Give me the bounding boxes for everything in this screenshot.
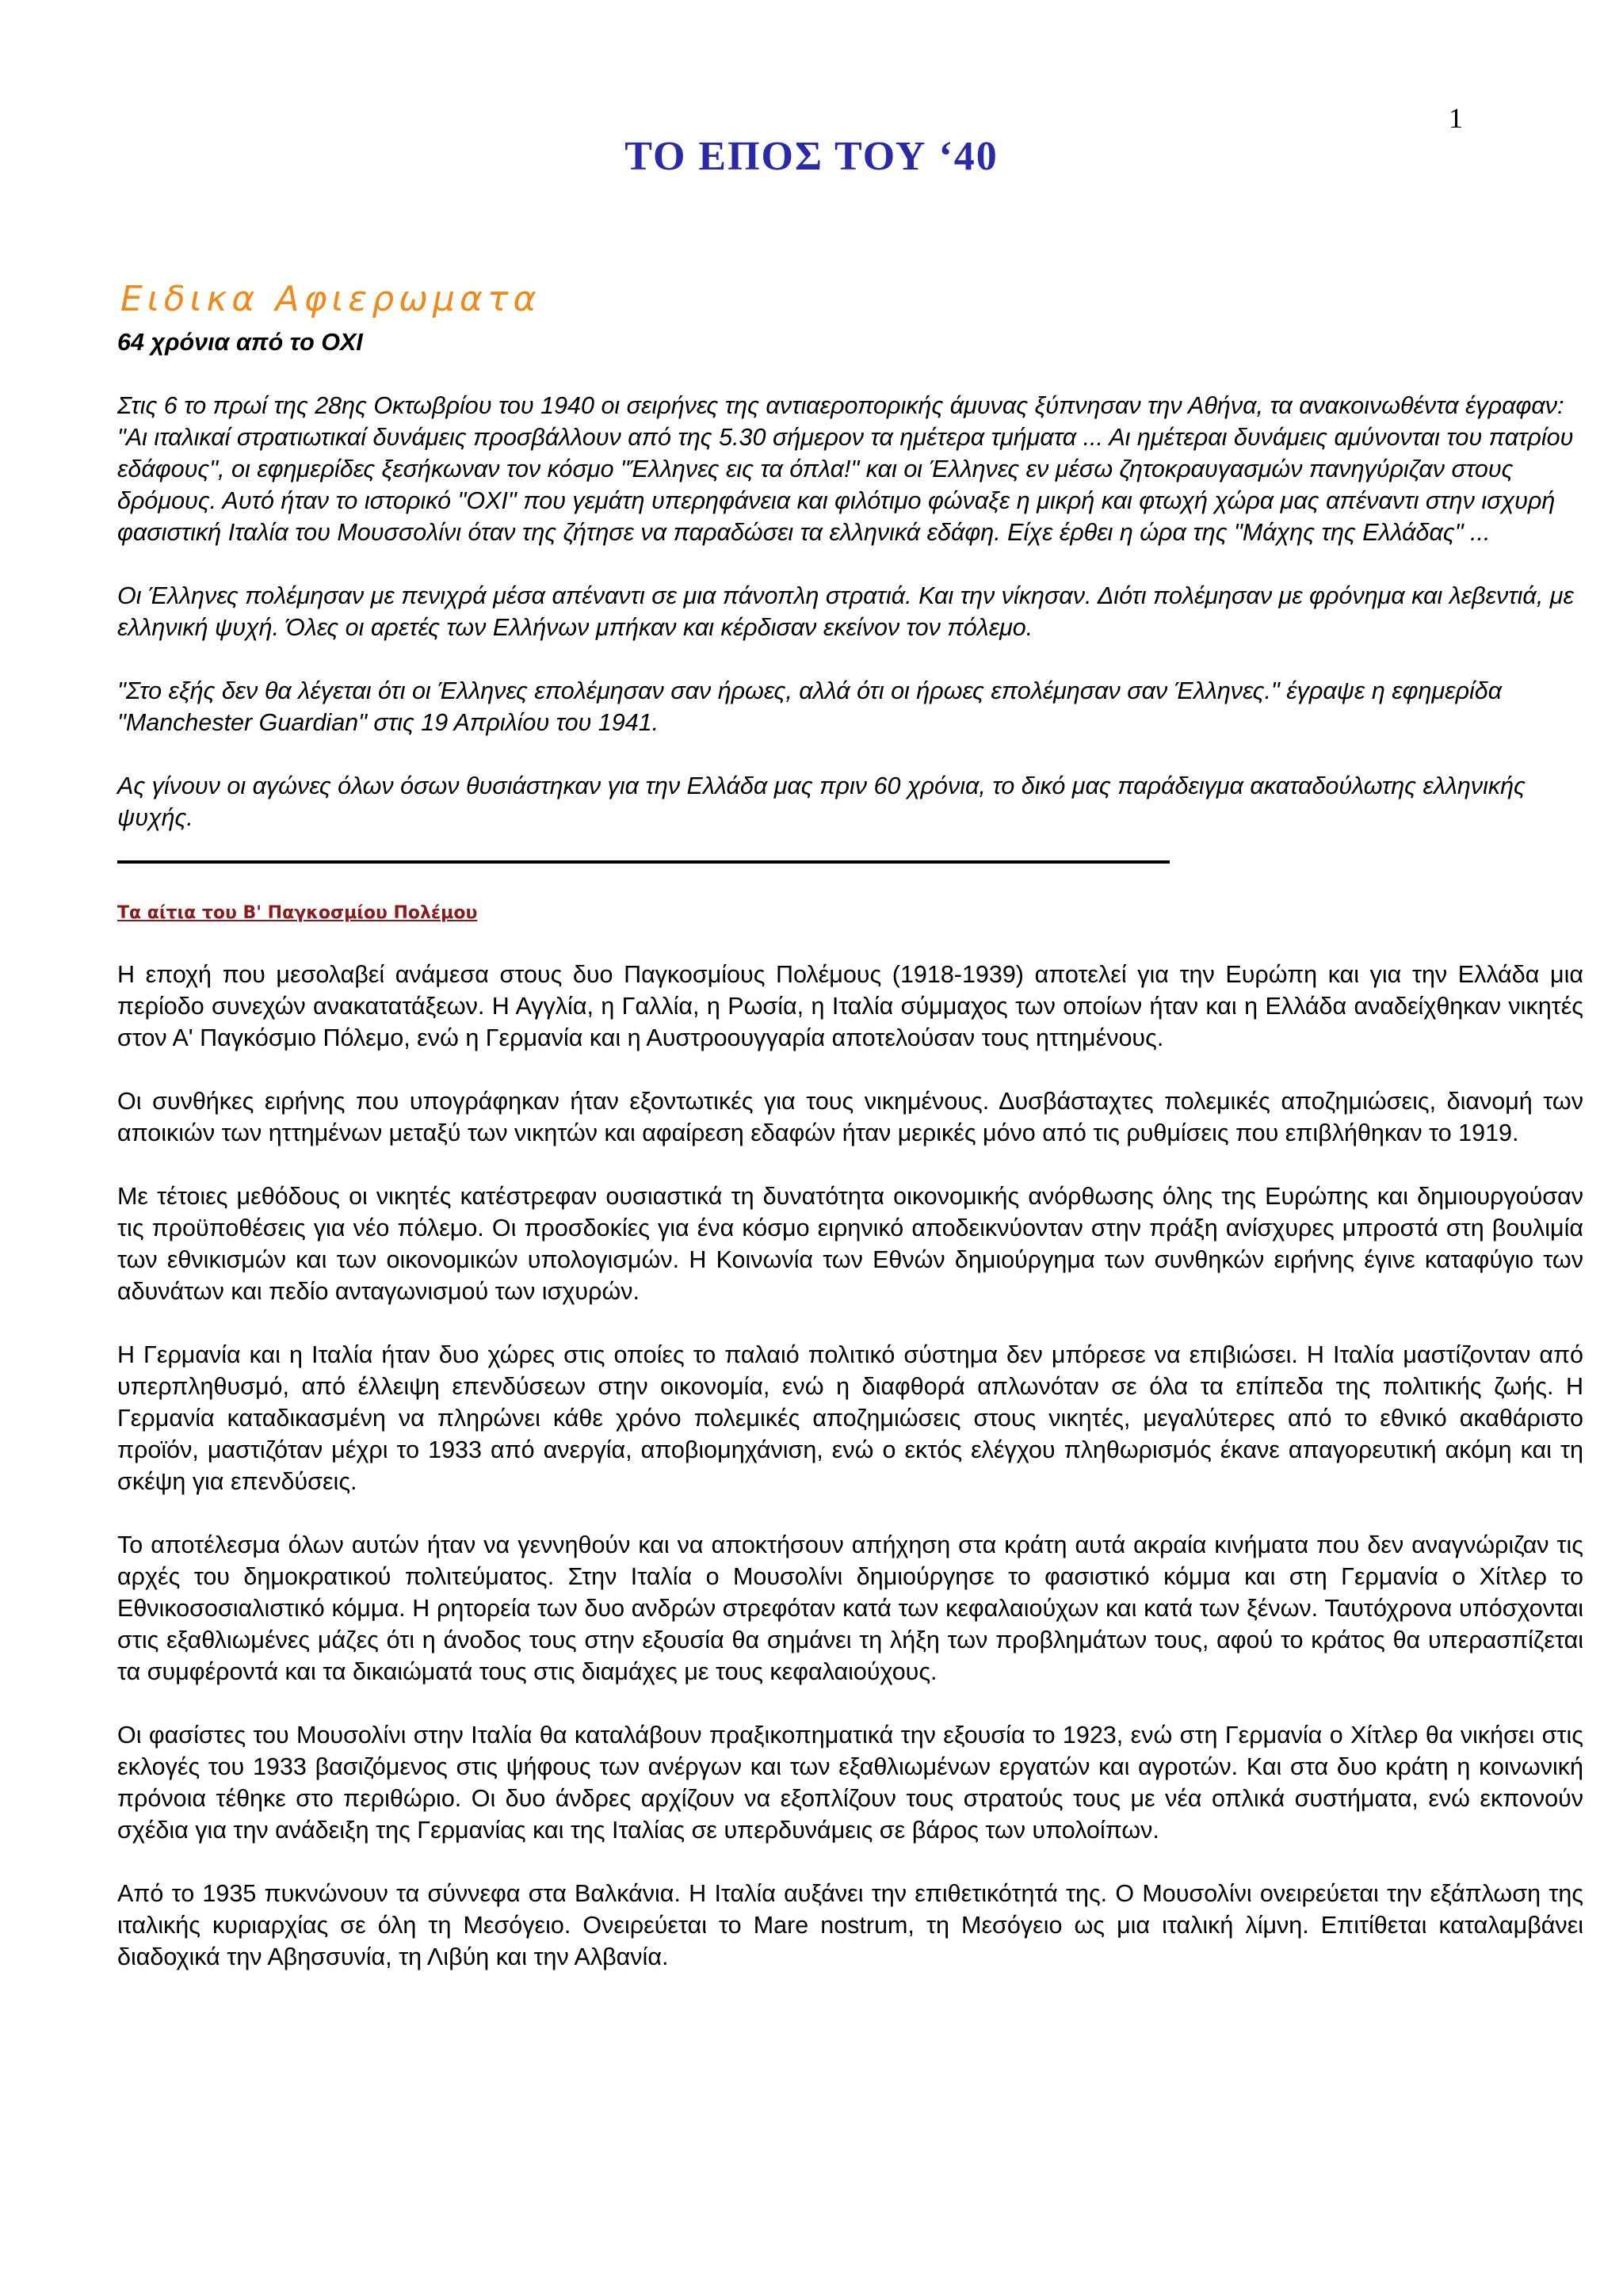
body-paragraph: Το αποτέλεσμα όλων αυτών ήταν να γεννηθούν και να αποκτήσουν απήχηση στα κράτη αυτά ακραία κινήματα που δεν αναγνώριζαν τις αρχές του δημοκρατικού πολιτεύματος. Στην Ιταλία ο Μουσολίνι δημιούργησε το φασιστικό κόμμα και στη Γερμανία ο Χίτλερ το Εθνικοσοσιαλιστικό κόμμα. Η ρητορεία των δυο ανδρών στρεφόταν κατά των κεφαλαιούχων και κατά των ξένων. Ταυτόχρονα υπόσχονται στις εξαθλιωμένες μάζες ότι η άνοδος τους στην εξουσία θα σημάνει τη λήξη των προβλημάτων τους, αφού το κράτος θα υπερασπίζεται τα συμφέροντά και τα δικαιώματά τους στις διαμάχες με τους κεφαλαιούχους.	[117, 1531, 1583, 1685]
intro-subheading: 64 χρόνια από το ΟΧΙ	[117, 329, 363, 356]
section-divider	[117, 860, 1170, 864]
special-tributes-banner: Ειδικα Αφιερωματα	[120, 279, 541, 319]
intro-section	[117, 326, 1583, 833]
body-paragraph: Οι φασίστες του Μουσολίνι στην Ιταλία θα καταλάβουν πραξικοπηματικά την εξουσία το 1923, ενώ στη Γερμανία ο Χίτλερ θα νικήσει στις εκλογές του 1933 βασιζόμενος στις ψήφους των ανέργων και των εξαθλιωμένων εργατών και αγροτών. Και στα δυο κράτη η κοινωνική πρόνοια τέθηκε στο περιθώριο. Οι δυο άνδρες αρχίζουν να εξοπλίζουν τους στρατούς τους με νέα οπλικά συστήματα, ενώ εκπονούν σχέδια για την ανάδειξη της Γερμανίας και της Ιταλίας σε υπερδυνάμεις σε βάρος των υπολοίπων.	[117, 1722, 1583, 1844]
article-body	[117, 959, 1583, 2004]
intro-paragraph: "Στο εξής δεν θα λέγεται ότι οι Έλληνες επολέμησαν σαν ήρωες, αλλά ότι οι ήρωες επολέμησαν σαν Έλληνες." έγραψε η εφημερίδα "Manchester Guardian" στις 19 Απριλίου του 1941.	[117, 677, 1503, 736]
body-paragraph: Η Γερμανία και η Ιταλία ήταν δυο χώρες στις οποίες το παλαιό πολιτικό σύστημα δεν μπόρεσε να επιβιώσει. Η Ιταλία μαστίζονταν από υπερπληθυσμό, από έλλειψη επενδύσεων στην οικονομία, ενώ η διαφθορά απλωνόταν σε όλα τα επίπεδα της πολιτικής ζωής. Η Γερμανία καταδικασμένη να πληρώνει κάθε χρόνο πολεμικές αποζημιώσεις στους νικητές, μεγαλύτερες από το εθνικό ακαθάριστο προϊόν, μαστιζόταν μέχρι το 1933 από ανεργία, αποβιομηχάνιση, ενώ ο εκτός ελέγχου πληθωρισμός έκανε απαγορευτική ακόμη και τη σκέψη για επενδύσεις.	[117, 1341, 1583, 1495]
intro-paragraph: Στις 6 το πρωί της 28ης Οκτωβρίου του 1940 οι σειρήνες της αντιαεροπορικής άμυνας ξύπνησαν την Αθήνα, τα ανακοινωθέντα έγραφαν: "Αι ιταλικαί στρατιωτικαί δυνάμεις προσβάλλουν από της 5.30 σήμερον τα ημέτερα τμήματα ... Αι ημέτεραι δυνάμεις αμύνονται του πατρίου εδάφους", οι εφημερίδες ξεσήκωναν τον κόσμο "Έλληνες εις τα όπλα!" και οι Έλληνες εν μέσω ζητοκραυγασμών πανηγύριζαν στους δρόμους. Αυτό ήταν το ιστορικό "ΟΧΙ" που γεμάτη υπερηφάνεια και φιλότιμο φώναξε η μικρή και φτωχή χώρα μας απέναντι στην ισχυρή φασιστική Ιταλία του Μουσσολίνι όταν της ζήτησε να παραδώσει τα ελληνικά εδάφη. Είχε έρθει η ώρα της "Μάχης της Ελλάδας" ...	[117, 392, 1574, 546]
document-title: ΤΟ ΕΠΟΣ ΤΟΥ ‘40	[624, 134, 999, 179]
body-paragraph: Η εποχή που μεσολαβεί ανάμεσα στους δυο Παγκοσμίους Πολέμους (1918-1939) αποτελεί για την Ευρώπη και για την Ελλάδα μια περίοδο συνεχών ανακατατάξεων. Η Αγγλία, η Γαλλία, η Ρωσία, η Ιταλία σύμμαχος των οποίων ήταν και η Ελλάδα αναδείχθηκαν νικητές στον Α' Παγκόσμιο Πόλεμο, ενώ η Γερμανία και η Αυστροουγγαρία αποτελούσαν τους ηττημένους.	[117, 961, 1583, 1051]
intro-paragraph: Ας γίνουν οι αγώνες όλων όσων θυσιάστηκαν για την Ελλάδα μας πριν 60 χρόνια, το δικό μας παράδειγμα ακαταδούλωτης ελληνικής ψυχής.	[117, 772, 1526, 831]
causes-of-ww2-link[interactable]: Τα αίτια του Β' Παγκοσμίου Πολέμου	[117, 903, 478, 923]
body-paragraph: Με τέτοιες μεθόδους οι νικητές κατέστρεφαν ουσιαστικά τη δυνατότητα οικονομικής ανόρθωσης όλης της Ευρώπης και δημιουργούσαν τις προϋποθέσεις για νέο πόλεμο. Οι προσδοκίες για ένα κόσμο ειρηνικό αποδεικνύονταν στην πράξη ανίσχυρες μπροστά στη βουλιμία των εθνικισμών και των οικονομικών υπολογισμών. Η Κοινωνία των Εθνών δημιούργημα των συνθηκών ειρήνης έγινε καταφύγιο των αδυνάτων και πεδίο ανταγωνισμού των ισχυρών.	[117, 1183, 1583, 1305]
body-paragraph: Από το 1935 πυκνώνουν τα σύννεφα στα Βαλκάνια. Η Ιταλία αυξάνει την επιθετικότητά της. Ο Μουσολίνι ονειρεύεται την εξάπλωση της ιταλικής κυριαρχίας σε όλη τη Μεσόγειο. Ονειρεύεται το Mare nostrum, τη Μεσόγειο ως μια ιταλική λίμνη. Επιτίθεται καταλαμβάνει διαδοχικά την Αβησσυνία, τη Λιβύη και την Αλβανία.	[117, 1880, 1583, 1970]
page-number: 1	[1449, 102, 1463, 134]
intro-paragraph: Οι Έλληνες πολέμησαν με πενιχρά μέσα απέναντι σε μια πάνοπλη στρατιά. Και την νίκησαν. Διότι πολέμησαν με φρόνημα και λεβεντιά, με ελληνική ψυχή. Όλες οι αρετές των Ελλήνων μπήκαν και κέρδισαν εκείνον τον πόλεμο.	[117, 582, 1574, 641]
body-paragraph: Οι συνθήκες ειρήνης που υπογράφηκαν ήταν εξοντωτικές για τους νικημένους. Δυσβάσταχτες πολεμικές αποζημιώσεις, διανομή των αποικιών των ηττημένων μεταξύ των νικητών και αφαίρεση εδαφών ήταν μερικές μόνο από τις ρυθμίσεις που επιβλήθηκαν το 1919.	[117, 1088, 1583, 1146]
